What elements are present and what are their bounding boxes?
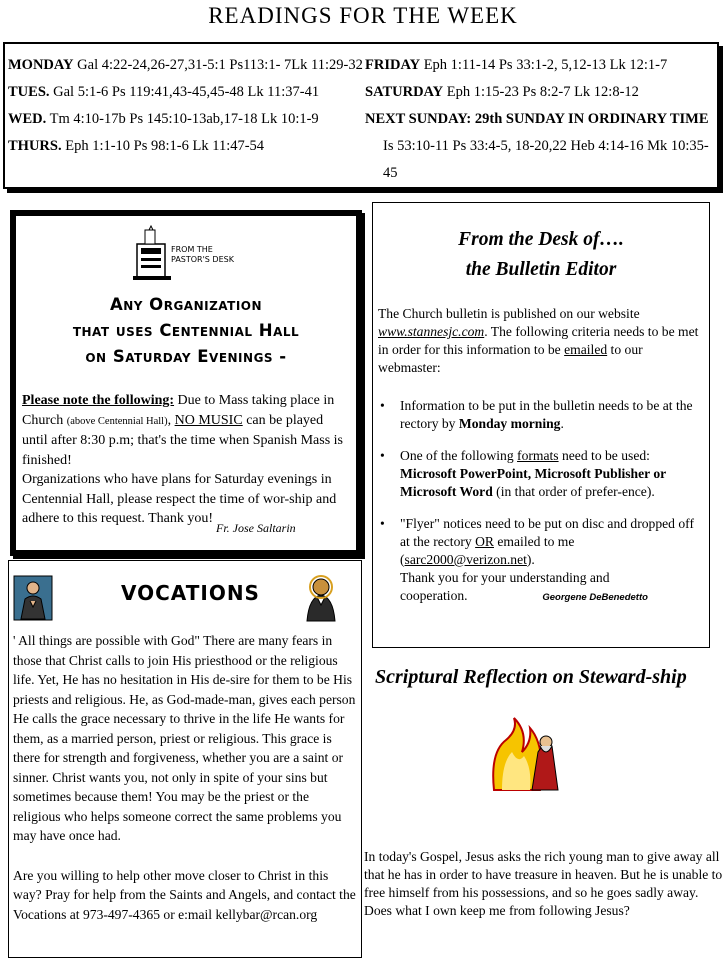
reading-friday bbox=[365, 52, 715, 79]
text: (in that order of prefer-ence). bbox=[492, 484, 655, 499]
pastor-paragraph-2: Organizations who have plans for Saturday evenings in Centennial Hall, please respect the time of wor-ship and adhere to this request. Thank you! bbox=[22, 472, 337, 526]
bullet-item bbox=[378, 447, 704, 501]
text: (above Centennial Hall) bbox=[66, 415, 168, 427]
text: The Church bulletin is published on our website bbox=[378, 306, 640, 321]
pastors-desk-icon bbox=[131, 226, 234, 282]
reading-text: Is 53:10-11 Ps 33:4-5, 18-20,22 Heb 4:14-16 Mk 10:35-45 bbox=[383, 138, 709, 181]
readings-box bbox=[3, 42, 719, 189]
pastor-notice-box bbox=[10, 210, 362, 556]
text: One of the following bbox=[400, 448, 518, 463]
bulletin-editor-body bbox=[378, 305, 704, 607]
no-music-text: NO MUSIC bbox=[174, 412, 243, 428]
day-label: TUES. bbox=[8, 84, 50, 100]
heading-line: Any Organization bbox=[109, 295, 263, 314]
day-label: WED. bbox=[8, 111, 47, 127]
pastor-notice-heading bbox=[16, 292, 356, 370]
text: "Flyer" notices need to be put on disc and dropped off at the rectory bbox=[400, 516, 694, 549]
reading-monday bbox=[8, 52, 363, 79]
text: emailed to me ( bbox=[400, 534, 575, 567]
day-label: MONDAY bbox=[8, 57, 74, 73]
day-label: NEXT SUNDAY: 29th SUNDAY IN ORDINARY TIME bbox=[365, 111, 709, 127]
text: formats bbox=[517, 448, 559, 463]
emailed-text: emailed bbox=[564, 342, 608, 357]
day-label: SATURDAY bbox=[365, 84, 444, 100]
pastor-notice-body bbox=[22, 391, 352, 529]
text: can be played until after 8:30 p.m; that's the time when Spanish Mass is finished! bbox=[22, 412, 343, 468]
stewardship-body: In today's Gospel, Jesus asks the rich young man to give away all that he has in order to have treasure in heaven. But he is unable to free himself from his possessions, and so he goes sadly away. Does what I own keep me from following Jesus? bbox=[364, 849, 723, 918]
reading-thurs bbox=[8, 133, 363, 160]
vocations-paragraph-2: Are you willing to help other move closer to Christ in this way? Pray for help from the Saints and Angels, and contact the Vocations at 973-497-4365 or e:mail kellybar@rcan.org bbox=[13, 867, 356, 922]
reading-text: Tm 4:10-17b Ps 145:10-13ab,17-18 Lk 10:1-9 bbox=[46, 111, 319, 127]
website-link[interactable]: www.stannesjc.com bbox=[378, 324, 485, 339]
vocations-body bbox=[13, 631, 359, 924]
pastor-paragraph-1 bbox=[22, 391, 352, 470]
svg-text:FROM THE: FROM THE bbox=[171, 245, 213, 254]
text: need to be used: bbox=[558, 448, 650, 463]
reading-text: Eph 1:11-14 Ps 33:1-2, 5,12-13 Lk 12:1-7 bbox=[420, 57, 668, 73]
intro-paragraph bbox=[378, 305, 704, 377]
text: , bbox=[167, 412, 175, 428]
reading-text: Eph 1:1-10 Ps 98:1-6 Lk 11:47-54 bbox=[61, 138, 265, 154]
text: Due to Mass taking place in Church bbox=[22, 393, 335, 428]
page-title: READINGS FOR THE WEEK bbox=[208, 3, 518, 28]
bulletin-editor-title bbox=[373, 225, 709, 285]
stewardship-title: Scriptural Reflection on Steward-ship bbox=[375, 666, 687, 688]
priest-icon bbox=[299, 573, 343, 623]
readings-left-column bbox=[8, 52, 363, 160]
readings-right-column bbox=[365, 52, 715, 187]
day-label: FRIDAY bbox=[365, 57, 421, 73]
vocations-paragraph-1: ' All things are possible with God" There are many fears in those that Christ calls to join His priesthood or the religious life. Yet, He has no hesitation in His de-sire for them to be His priests and religious. He, as God-made-man, gives each person He calls the grace necessary to thrive in the life He wants for them, as a married person, priest or religious. This grace is there for strength and forgiveness, whether you are a saint or sinner. Christ wants you, not only in spite of your sins but sometimes because them! You may be the priest or the religious who helps someone correct the same problems you may have once had. bbox=[13, 633, 356, 843]
pastor-signature: Fr. Jose Saltarin bbox=[216, 521, 296, 535]
text: Microsoft PowerPoint, Microsoft Publisher or Microsoft Word bbox=[400, 466, 666, 499]
text: Thank you for your understanding and cooperation. bbox=[400, 570, 610, 603]
reading-next-sunday bbox=[365, 106, 715, 187]
text: ). bbox=[526, 552, 535, 567]
vocations-box bbox=[8, 560, 362, 958]
note-label: Please note the following: bbox=[22, 393, 175, 408]
bullet-item bbox=[378, 515, 704, 607]
heading-line: that uses Centennial Hall bbox=[72, 321, 300, 340]
svg-text:PASTOR'S DESK: PASTOR'S DESK bbox=[171, 255, 234, 264]
editor-signature: Georgene DeBenedetto bbox=[542, 592, 648, 603]
day-label: THURS. bbox=[8, 138, 62, 154]
bulletin-editor-box bbox=[372, 202, 710, 648]
text: to our webmaster: bbox=[378, 342, 643, 375]
text: Information to be put in the bulletin needs to be at the rectory by bbox=[400, 398, 693, 431]
vocations-title: VOCATIONS bbox=[121, 581, 260, 605]
reading-text: Eph 1:15-23 Ps 8:2-7 Lk 12:8-12 bbox=[443, 84, 639, 100]
text: Monday morning bbox=[458, 416, 561, 431]
reading-tues bbox=[8, 79, 363, 106]
text: OR bbox=[475, 534, 494, 549]
text: . bbox=[560, 416, 564, 431]
title-line: the Bulletin Editor bbox=[465, 259, 617, 280]
text: . The following criteria needs to be met in order for this information to be bbox=[378, 324, 699, 357]
moses-burning-bush-icon bbox=[488, 712, 560, 792]
heading-line: on Saturday Evenings - bbox=[85, 347, 287, 366]
title-line: From the Desk of…. bbox=[458, 229, 624, 250]
praying-person-icon bbox=[13, 575, 53, 621]
reading-text: Gal 5:1-6 Ps 119:41,43-45,45-48 Lk 11:37-41 bbox=[49, 84, 320, 100]
bullet-item bbox=[378, 397, 704, 433]
thanks-line bbox=[400, 569, 704, 607]
reading-saturday bbox=[365, 79, 715, 106]
reading-wed bbox=[8, 106, 363, 133]
reading-text: Gal 4:22-24,26-27,31-5:1 Ps113:1- 7Lk 11:29-32 bbox=[73, 57, 363, 73]
email-link[interactable]: sarc2000@verizon.net bbox=[404, 552, 527, 567]
